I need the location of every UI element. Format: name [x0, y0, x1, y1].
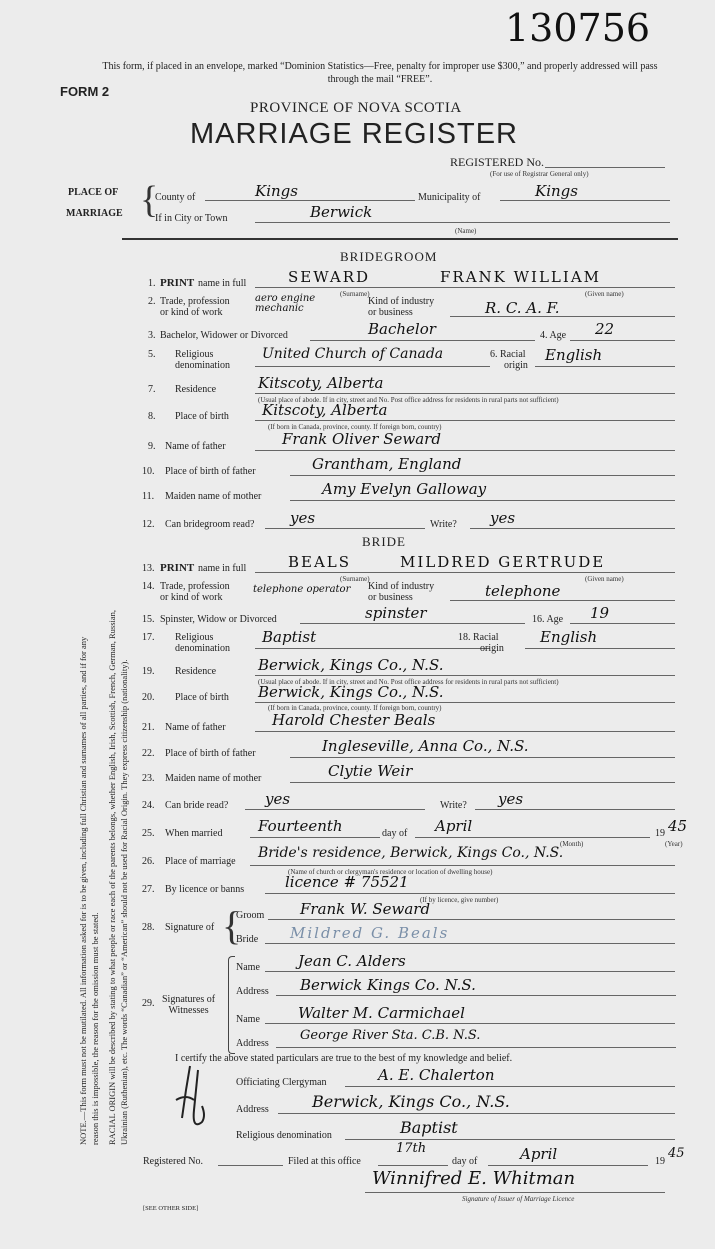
racial-origin-label: 6. Racial origin: [490, 349, 528, 371]
mother-maiden-label: Maiden name of mother: [165, 491, 262, 502]
groom-marital-status: Bachelor: [368, 320, 436, 338]
age-label: 16. Age: [532, 614, 564, 625]
clergyman-signature: A. E. Chalerton: [378, 1066, 495, 1084]
bride-signature: Mildred G. Beals: [290, 924, 450, 942]
place-of-label: PLACE OF: [68, 187, 119, 198]
witness-bracket: [228, 956, 235, 1054]
licence-banns-label: By licence or banns: [165, 884, 245, 895]
residence-label: Residence: [175, 666, 217, 677]
bride-father: Harold Chester Beals: [272, 711, 436, 729]
bride-age: 19: [590, 604, 610, 622]
industry-label: Kind of industry or business: [368, 581, 435, 603]
bridegroom-heading: BRIDEGROOM: [340, 249, 438, 264]
licence-number: licence # 75521: [285, 873, 409, 891]
field-number: 26.: [142, 856, 155, 867]
groom-given-names: FRANK WILLIAM: [440, 268, 602, 286]
divider: [122, 238, 678, 240]
marriage-month: April: [435, 817, 473, 835]
groom-surname: SEWARD: [288, 268, 371, 286]
father-name-label: Name of father: [165, 441, 226, 452]
trade-label: Trade, profession or kind of work: [160, 296, 230, 318]
field-number: 27.: [142, 884, 155, 895]
bride-industry: telephone: [485, 582, 561, 600]
father-birthplace-label: Place of birth of father: [165, 748, 256, 759]
field-number: 14.: [142, 581, 155, 592]
field-number: 15.: [142, 614, 155, 625]
bride-surname: BEALS: [288, 553, 352, 571]
groom-industry: R. C. A. F.: [485, 299, 560, 317]
witness2-address-label: Address: [236, 1038, 269, 1049]
bride-residence: Berwick, Kings Co., N.S.: [258, 656, 444, 674]
abode-caption: (Usual place of abode. If in city, street and No. Post office address for residents in rural parts not sufficient): [258, 678, 559, 686]
father-name-label: Name of father: [165, 722, 226, 733]
see-other-side: [SEE OTHER SIDE]: [143, 1205, 199, 1212]
groom-father-birthplace: Grantham, England: [312, 455, 462, 473]
groom-mother: Amy Evelyn Galloway: [322, 480, 487, 498]
filing-registered-no-label: Registered No.: [143, 1156, 203, 1167]
field-number: 29.: [142, 998, 155, 1009]
filed-day: 17th: [396, 1141, 427, 1156]
groom-residence: Kitscoty, Alberta: [258, 374, 384, 392]
can-read-label: Can bridegroom read?: [165, 519, 255, 530]
field-number: 12.: [142, 519, 155, 530]
witness1-address: Berwick Kings Co. N.S.: [300, 976, 476, 994]
groom-birthplace: Kitscoty, Alberta: [262, 401, 388, 419]
postal-note: This form, if placed in an envelope, marked “Dominion Statistics—Free, penalty for improper use $300,” and properly addressed will pass through the mail “FREE”.: [102, 61, 658, 85]
county-label: County of: [155, 192, 196, 203]
place-of-marriage-label: Place of marriage: [165, 856, 236, 867]
clergy-denomination-label: Religious denomination: [236, 1130, 332, 1141]
registrar-note: (For use of Registrar General only): [490, 170, 589, 178]
racial-origin-label: 18. Racial origin: [458, 632, 504, 654]
field-number: 17.: [142, 632, 155, 643]
field-number: 9.: [148, 441, 156, 452]
certification-text: I certify the above stated particulars are true to the best of my knowledge and belief.: [175, 1053, 513, 1064]
field-number: 5.: [148, 349, 156, 360]
write-label: Write?: [440, 800, 467, 811]
registered-no-label: REGISTERED No.: [450, 155, 544, 169]
field-number: 21.: [142, 722, 155, 733]
when-married-label: When married: [165, 828, 223, 839]
groom-trade: aero engine mechanic: [255, 293, 316, 314]
filed-month: April: [520, 1145, 558, 1163]
field-number: 22.: [142, 748, 155, 759]
groom-religion: United Church of Canada: [262, 346, 444, 362]
marriage-year: 45: [668, 817, 688, 835]
signature-of-label: Signature of: [165, 922, 215, 933]
name-caption: (Name): [455, 227, 477, 235]
name-label: name in full: [198, 278, 247, 289]
licence-caption: (If by licence, give number): [420, 896, 499, 904]
marital-status-label: Spinster, Widow or Divorced: [160, 614, 277, 625]
print-label: PRINT: [160, 277, 195, 289]
marriage-label: MARRIAGE: [66, 208, 123, 219]
groom-signature: Frank W. Seward: [300, 900, 431, 918]
city-value: Berwick: [310, 203, 373, 221]
bride-father-birthplace: Ingleseville, Anna Co., N.S.: [322, 737, 529, 755]
place-caption: (Name of church or clergyman's residence or location of dwelling house): [288, 868, 493, 876]
municipality-label: Municipality of: [418, 192, 481, 203]
given-caption: (Given name): [585, 575, 624, 583]
field-number: 10.: [142, 466, 155, 477]
city-label: If in City or Town: [155, 213, 228, 224]
clergy-denomination: Baptist: [400, 1118, 458, 1137]
age-label: 4. Age: [540, 330, 567, 341]
name-label: name in full: [198, 563, 247, 574]
groom-father: Frank Oliver Seward: [282, 430, 441, 448]
page-title: MARRIAGE REGISTER: [190, 118, 518, 150]
field-number: 20.: [142, 692, 155, 703]
issuer-signature: Winnifred E. Whitman: [372, 1168, 576, 1189]
witness2-address: George River Sta. C.B. N.S.: [300, 1028, 481, 1043]
form-label: FORM 2: [60, 84, 110, 99]
bride-given-names: MILDRED GERTRUDE: [400, 553, 606, 571]
filed-at-label: Filed at this office: [288, 1156, 361, 1167]
witness1-name: Jean C. Alders: [298, 952, 406, 970]
clergy-address: Berwick, Kings Co., N.S.: [312, 1092, 510, 1111]
province-heading: PROVINCE OF NOVA SCOTIA: [250, 100, 462, 116]
can-read-label: Can bride read?: [165, 800, 229, 811]
mother-maiden-label: Maiden name of mother: [165, 773, 262, 784]
field-number: 25.: [142, 828, 155, 839]
birthplace-label: Place of birth: [175, 692, 229, 703]
industry-label: Kind of industry or business: [368, 296, 435, 318]
day-of-label: day of: [382, 828, 408, 839]
groom-racial-origin: English: [545, 346, 603, 364]
issuer-caption: Signature of Issuer of Marriage Licence: [462, 1195, 575, 1203]
religion-label: Religious denomination: [175, 349, 230, 371]
field-number: 28.: [142, 922, 155, 933]
bride-birthplace: Berwick, Kings Co., N.S.: [258, 683, 444, 701]
bride-religion: Baptist: [262, 628, 317, 646]
trade-label: Trade, profession or kind of work: [160, 581, 230, 603]
witnesses-label: Signatures of Witnesses: [162, 994, 216, 1016]
filed-year: 45: [668, 1146, 685, 1161]
filed-year-prefix: 19: [655, 1156, 665, 1167]
birthplace-label: Place of birth: [175, 411, 229, 422]
marriage-day: Fourteenth: [258, 817, 343, 835]
print-label: PRINT: [160, 562, 195, 574]
county-value: Kings: [255, 182, 298, 200]
field-number: 7.: [148, 384, 156, 395]
marriage-place: Bride's residence, Berwick, Kings Co., N.S.: [258, 845, 564, 861]
witness2-name-label: Name: [236, 1014, 260, 1025]
filed-day-of-label: day of: [452, 1156, 478, 1167]
bride-label: Bride: [236, 934, 259, 945]
witness1-address-label: Address: [236, 986, 269, 997]
bride-can-read: yes: [265, 790, 291, 808]
bride-heading: BRIDE: [362, 534, 406, 549]
groom-can-read: yes: [290, 509, 316, 527]
signature-brace: {: [222, 903, 242, 948]
groom-can-write: yes: [490, 509, 516, 527]
witness2-name: Walter M. Carmichael: [298, 1004, 465, 1022]
bride-can-write: yes: [498, 790, 524, 808]
field-number: 1.: [148, 278, 156, 289]
year-caption: (Year): [665, 840, 683, 848]
marital-status-label: Bachelor, Widower or Divorced: [160, 330, 288, 341]
field-number: 11.: [142, 491, 155, 502]
field-number: 19.: [142, 666, 155, 677]
field-number: 13.: [142, 563, 155, 574]
surname-caption: (Surname): [340, 575, 370, 583]
birth-caption: (If born in Canada, province, county. If foreign born, country): [268, 423, 442, 431]
clergyman-label: Officiating Clergyman: [236, 1077, 327, 1088]
municipality-value: Kings: [535, 182, 578, 200]
bride-marital-status: spinster: [365, 604, 427, 622]
surname-caption: (Surname): [340, 290, 370, 298]
stamp-number: 130756: [505, 6, 651, 50]
handwritten-scribble: [172, 1060, 212, 1140]
given-caption: (Given name): [585, 290, 624, 298]
side-note: NOTE.—This form must not be mutilated. All information asked for is to be given, including full Christian and surnames of all parties, and if for any reason this is impossible, the reason for the omission must be stated. RACIAL ORIGIN will be described by stating to what people or race each of the parents belongs, whether English, Irish, Scottish, French, German, Russian, Ukrainian (Ruthenian), etc. The words “Canadian” or “American” should not be used for Racial Origin. They express citizenship (nationality).: [78, 609, 129, 1145]
place-brace: {: [140, 179, 159, 221]
groom-age: 22: [595, 320, 615, 338]
witness1-name-label: Name: [236, 962, 260, 973]
field-number: 8.: [148, 411, 156, 422]
bride-trade: telephone operator: [253, 584, 351, 595]
field-number: 24.: [142, 800, 155, 811]
field-number: 23.: [142, 773, 155, 784]
groom-label: Groom: [236, 910, 265, 921]
clergy-address-label: Address: [236, 1104, 269, 1115]
field-number: 2.: [148, 296, 156, 307]
write-label: Write?: [430, 519, 457, 530]
field-number: 3.: [148, 330, 156, 341]
residence-label: Residence: [175, 384, 217, 395]
bride-racial-origin: English: [540, 628, 598, 646]
month-caption: (Month): [560, 840, 584, 848]
father-birthplace-label: Place of birth of father: [165, 466, 256, 477]
bride-mother: Clytie Weir: [328, 762, 413, 780]
abode-caption: (Usual place of abode. If in city, street and No. Post office address for residents in rural parts not sufficient): [258, 396, 559, 404]
birth-caption: (If born in Canada, province, county. If foreign born, country): [268, 704, 442, 712]
religion-label: Religious denomination: [175, 632, 230, 654]
year-prefix: 19: [655, 828, 665, 839]
